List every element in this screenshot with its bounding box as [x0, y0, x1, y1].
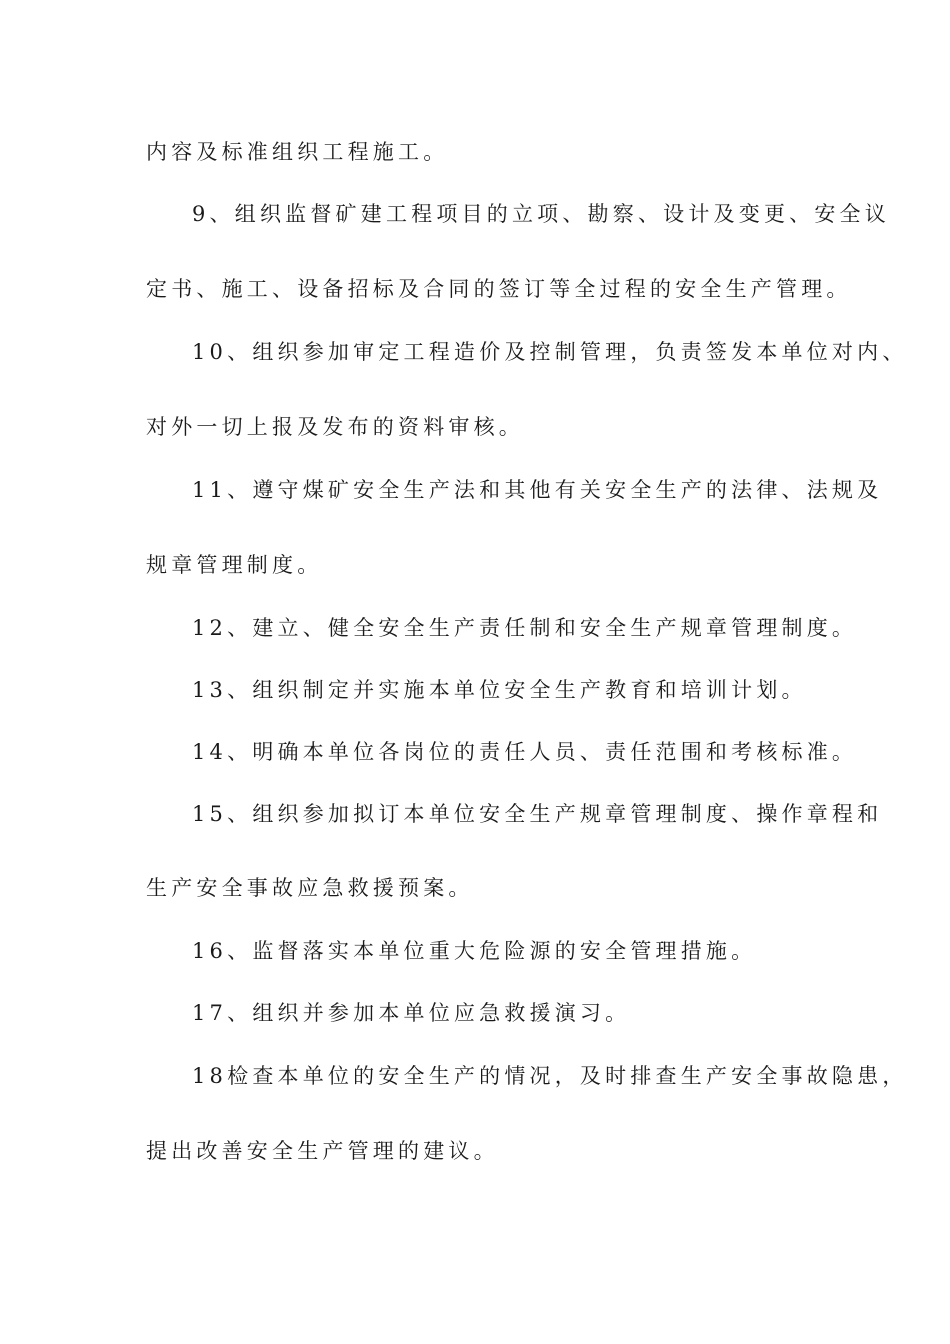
text-line: 内容及标准组织工程施工。	[146, 140, 449, 164]
paragraph-13: 13、组织制定并实施本单位安全生产教育和培训计划。	[192, 678, 807, 702]
paragraph-10-line-2: 对外一切上报及发布的资料审核。	[146, 415, 524, 439]
paragraph-14: 14、明确本单位各岗位的责任人员、责任范围和考核标准。	[192, 740, 858, 764]
paragraph-9-line-1: 9、组织监督矿建工程项目的立项、勘察、设计及变更、安全议	[192, 202, 890, 226]
paragraph-18-line-1: 18检查本单位的安全生产的情况，及时排查生产安全事故隐患，	[192, 1064, 908, 1088]
paragraph-11-line-2: 规章管理制度。	[146, 553, 323, 577]
paragraph-9-line-2: 定书、施工、设备招标及合同的签订等全过程的安全生产管理。	[146, 277, 852, 301]
paragraph-12: 12、建立、健全安全生产责任制和安全生产规章管理制度。	[192, 616, 858, 640]
paragraph-15-line-2: 生产安全事故应急救援预案。	[146, 876, 474, 900]
paragraph-17: 17、组织并参加本单位应急救援演习。	[192, 1001, 631, 1025]
paragraph-18-line-2: 提出改善安全生产管理的建议。	[146, 1139, 499, 1163]
paragraph-15-line-1: 15、组织参加拟订本单位安全生产规章管理制度、操作章程和	[192, 802, 883, 826]
paragraph-11-line-1: 11、遵守煤矿安全生产法和其他有关安全生产的法律、法规及	[192, 478, 883, 502]
paragraph-16: 16、监督落实本单位重大危险源的安全管理措施。	[192, 939, 757, 963]
paragraph-10-line-1: 10、组织参加审定工程造价及控制管理，负责签发本单位对内、	[192, 340, 908, 364]
